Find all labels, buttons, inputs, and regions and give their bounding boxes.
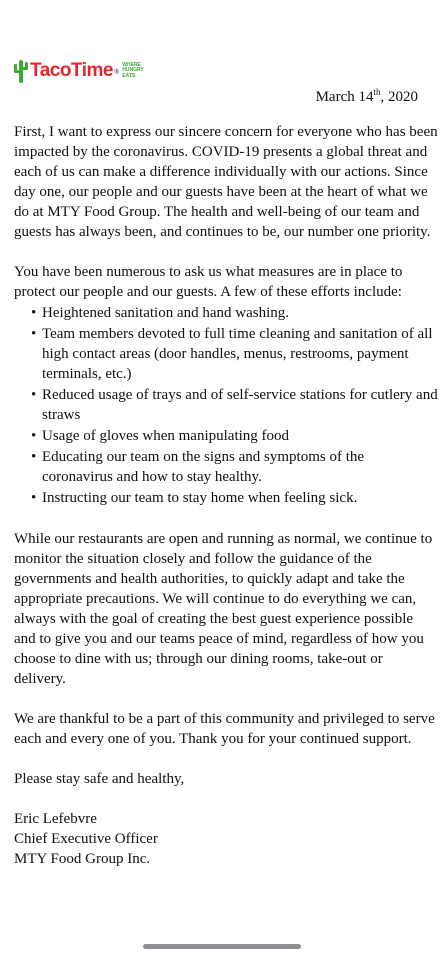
- date-year: , 2020: [380, 89, 418, 105]
- date-suffix: th: [373, 87, 381, 97]
- brand-name: TacoTime: [30, 60, 113, 81]
- list-item: • Educating our team on the signs and symptoms of the coronavirus and how to stay healthy.: [32, 447, 438, 487]
- list-item: • Team members devoted to full time cleaning and sanitation of all high contact areas (door handles, menus, restrooms, payment terminals, etc.): [32, 324, 438, 384]
- signature-name: Eric Lefebvre: [14, 811, 97, 827]
- paragraph-closing: Please stay safe and healthy,: [14, 771, 185, 787]
- registered-mark: ®: [113, 68, 120, 76]
- paragraph-monitoring: While our restaurants are open and running as normal, we continue to monitor the situation closely and follow the guidance of the governments and health authorities, to quickly adapt and take the appropriate precautions. We will continue to do everything we can, always with the goal of creating the best guest experience possible and to give you and our teams peace of mind, regardless of how you choose to dine with us; through our dining rooms, take-out or delivery.: [14, 531, 433, 687]
- tagline-line: EATS: [122, 72, 136, 79]
- tagline-line: WHERE: [122, 61, 141, 68]
- signature-company: MTY Food Group Inc.: [14, 851, 151, 867]
- tacotime-logo: [13, 58, 144, 84]
- list-item: • Usage of gloves when manipulating food: [32, 426, 438, 446]
- letter-date: [316, 82, 418, 107]
- list-item: • Reduced usage of trays and of self-service stations for cutlery and straws: [32, 385, 438, 425]
- signature-block: [14, 809, 438, 869]
- paragraph-measures: You have been numerous to ask us what measures are in place to protect our people and our guests. A few of these efforts include:: [14, 264, 403, 300]
- measures-list: [14, 303, 438, 508]
- signature-title: Chief Executive Officer: [14, 831, 158, 847]
- paragraph-intro: First, I want to express our sincere concern for everyone who has been impacted by the coronavirus. COVID-19 presents a global threat and each of us can make a difference individually with our actions. Since day one, our people and our guests have been at the heart of what we do at MTY Food Group. The health and well-being of our team and guests has always been, and continues to be, our number one priority.: [14, 124, 438, 240]
- list-item: • Heightened sanitation and hand washing.: [32, 303, 438, 323]
- list-item: • Instructing our team to stay home when feeling sick.: [32, 488, 438, 508]
- date-month: March 14: [315, 89, 374, 105]
- letter-body: [14, 122, 438, 869]
- brand-tagline: [122, 63, 143, 80]
- home-indicator[interactable]: [143, 944, 301, 949]
- tagline-line: HUNGRY: [122, 67, 144, 74]
- paragraph-thanks: We are thankful to be a part of this community and privileged to serve each and every one of you. Thank you for your continued support.: [14, 711, 435, 747]
- cactus-icon: [13, 59, 29, 83]
